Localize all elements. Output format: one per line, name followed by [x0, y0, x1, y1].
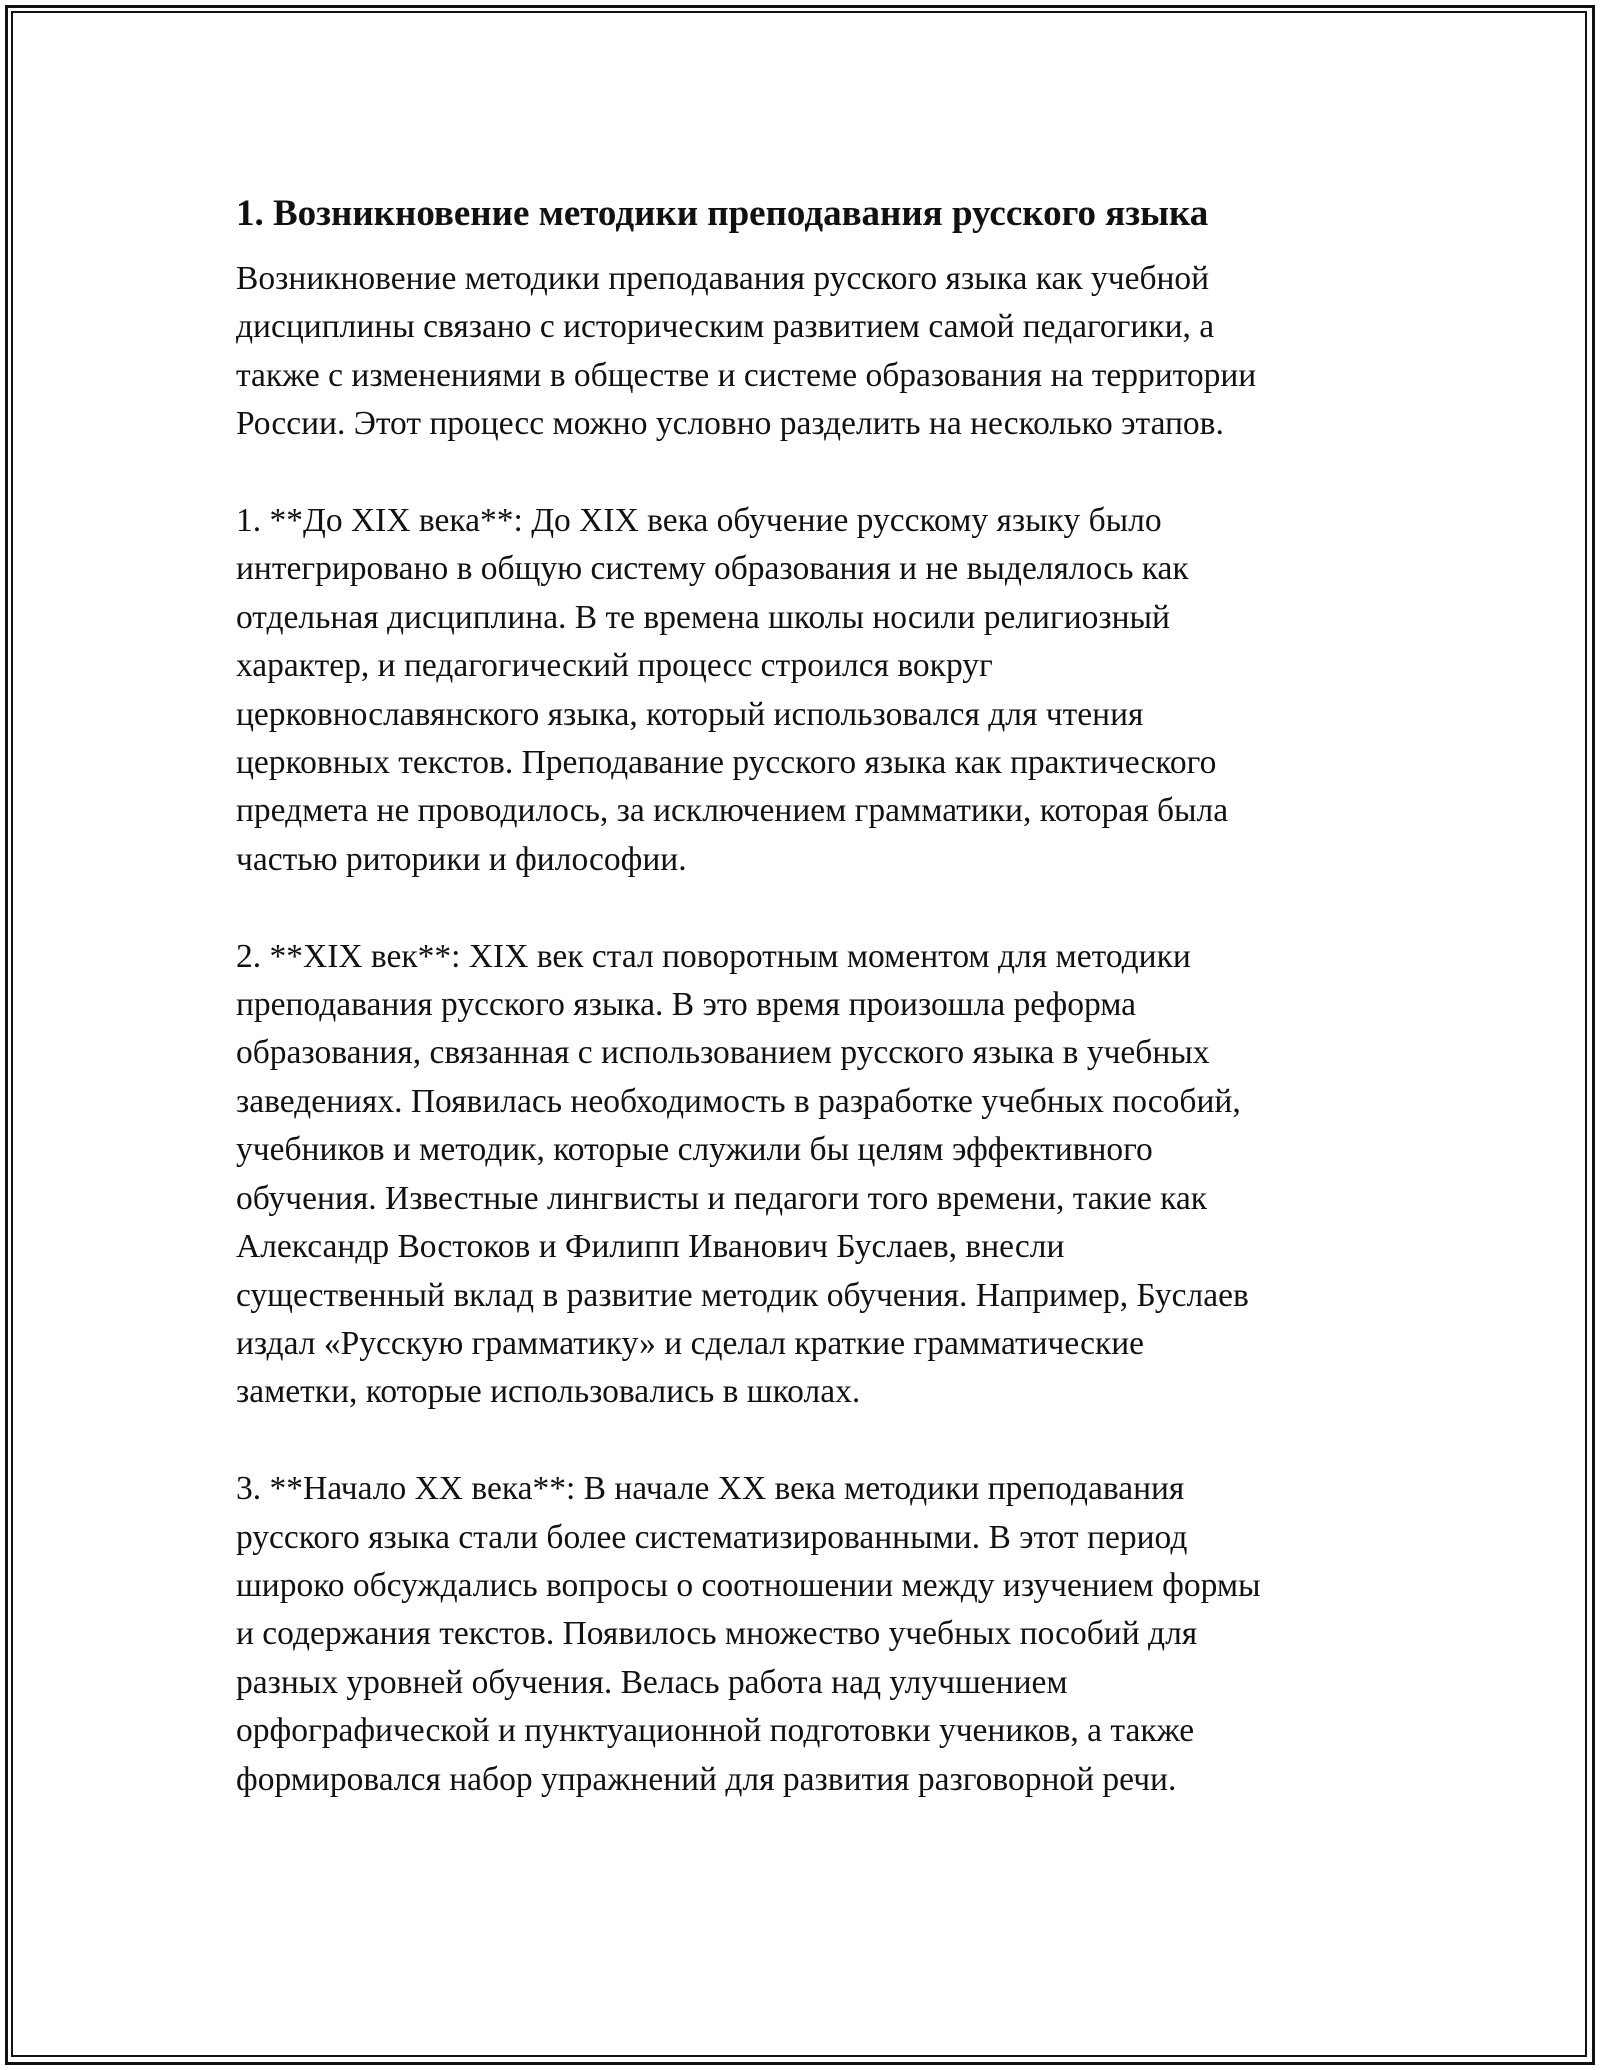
paragraph-spacer: [236, 1417, 1366, 1465]
paragraph-spacer: [236, 449, 1366, 497]
intro-paragraph: Возникновение методики преподавания русского языка как учебной дисциплины связано с историческим развитием самой педагогики, а также с изменениями в обществе и системе образования на территории России. Этот процесс можно условно разделить на несколько этапов.: [236, 260, 1257, 443]
document-body: [236, 183, 1366, 1804]
section-item-1: 1. **До XIX века**: До XIX века обучение русскому языку было интегрировано в общую систему образования и не выделялось как отдельная дисциплина. В те времена школы носили религиозный характер, и педагогический процесс строился вокруг церковнославянского языка, который использовался для чтения церковных текстов. Преподавание русского языка как практического предмета не проводилось, за исключением грамматики, которая была частью риторики и философии.: [236, 502, 1229, 878]
section-item-2: 2. **XIX век**: XIX век стал поворотным моментом для методики преподавания русского языка. В это время произошла реформа образования, связанная с использованием русского языка в учебных заведениях. Появилась необходимость в разработке учебных пособий, учебников и методик, которые служили бы целям эффективного обучения. Известные лингвисты и педагоги того времени, такие как Александр Востоков и Филипп Иванович Буслаев, внесли существенный вклад в развитие методик обучения. Например, Буслаев издал «Русскую грамматику» и сделал краткие грамматические заметки, которые использовались в школах.: [236, 937, 1249, 1411]
document-title: 1. Возникновение методики преподавания русского языка: [236, 193, 1209, 234]
section-item-3: 3. **Начало XX века**: В начале XX века методики преподавания русского языка стали более систематизированными. В этот период широко обсуждались вопросы о соотношении между изучением формы и содержания текстов. Появилось множество учебных пособий для разных уровней обучения. Велась работа над улучшением орфографической и пунктуационной подготовки учеников, а также формировался набор упражнений для развития разговорной речи.: [236, 1470, 1261, 1798]
paragraph-spacer: [236, 884, 1366, 932]
